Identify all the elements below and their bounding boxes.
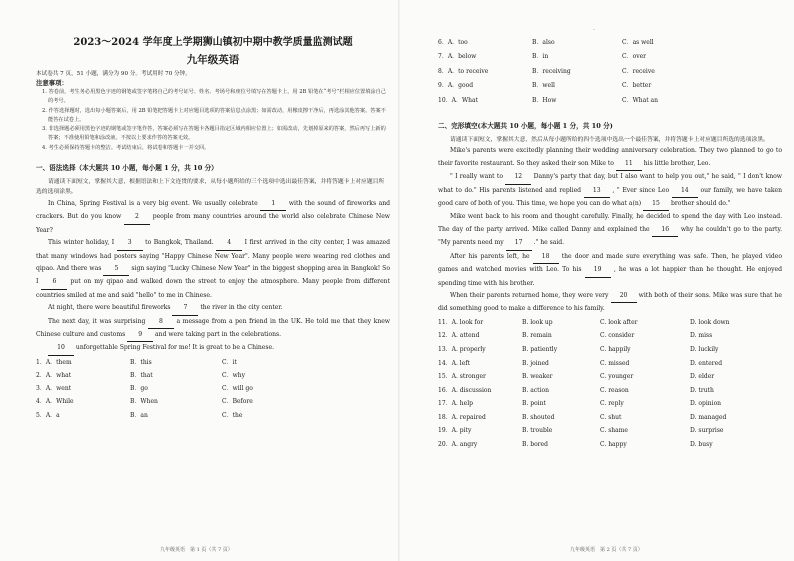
blank-13: 13 — [584, 185, 610, 198]
option-choice: 18．A. repaired — [438, 413, 486, 421]
option-row: 2．A．what B．that C．why — [36, 371, 245, 379]
passage-paragraph: This winter holiday, I 3 to Bangkok, Thailand. 4 I first arrived in the city center, I was amazed that many windows had posters saying "Happy Chinese New Year". Many people were wearing red clothes and qipao. And there was 5 sign saying "Lucky Chinese New Year" in the biggest shopping area in Bangkok! So I 6 put on my qipao and walked down the street to enjoy the atmosphere. Many people from different countries smiled at me and said "hello" to me in Chinese. — [36, 239, 391, 299]
passage-paragraph: When their parents returned home, they were very 20 with both of their sons. Mike was sure that he did something good to make a difference to his family. — [438, 291, 783, 313]
option-choice: 11．A. look for — [438, 318, 484, 326]
notice-item: 2. 作答选择题时，选出每小题答案后，用 2B 铅笔把答题卡上对应题目选项的答案信息点涂黑；如需改动，用橡皮擦干净后，再选涂其他答案。答案不能答在试卷上。 — [42, 107, 386, 123]
option-choice: D. surprise — [690, 427, 724, 435]
section-1-heading: 一、语法选择（本大题共 10 小题，每小题 1 分，共 10 分） — [36, 164, 218, 173]
notice-item: 1. 答卷前，考生务必用黑色字迹的钢笔或签字笔将自己的考号证号、姓名、考场号和座位号填写在答题卡上，用 2B 铅笔在“考号”栏相应位置填涂自己的考号。 — [42, 89, 386, 105]
blank-2: 2 — [124, 211, 150, 224]
option-choice: D. entered — [690, 359, 723, 367]
blank-14: 14 — [672, 185, 698, 198]
blank-20: 20 — [611, 290, 637, 303]
section-1-instructions: 请通读下面短文，掌握其大意，根据语法和上下文连贯的要求，从每小题所给的三个选项中选出最佳答案，并将答题卡上对应题目所选的选项涂黑。 — [36, 179, 385, 196]
blank-6: 6 — [41, 276, 67, 289]
option-choice: 16．A. discussion — [438, 386, 492, 394]
blank-16: 16 — [652, 224, 678, 237]
option-row — [438, 438, 782, 452]
option-row — [438, 411, 782, 425]
option-row: 5．A．a B．an C．the — [36, 411, 243, 419]
option-row — [438, 397, 782, 411]
blank-11: 11 — [616, 158, 642, 171]
page-footer: 九年级英语 第 2 页（共 7 页） — [570, 547, 643, 553]
option-choice: B. weaker — [522, 373, 553, 381]
blank-7: 7 — [172, 302, 198, 315]
option-row: 1．A．them B．this C．it — [36, 358, 237, 366]
option-choice: 19．A. pity — [438, 427, 472, 435]
options-list — [438, 36, 782, 108]
option-row — [438, 424, 782, 438]
notice-item: 4. 考生必须保持答题卡的整洁。考试结束后，将试卷和答题卡一并交回。 — [42, 144, 210, 151]
option-row — [438, 357, 782, 371]
section-2-instructions: 请通读下面短文，掌握其大意，然后从每小题所给的四个选项中选出一个最佳答案，并将答题卡上对应题目所选的选项涂黑。 — [450, 137, 769, 144]
option-row: 10．A．What B．How C．What an — [438, 96, 658, 104]
blank-12: 12 — [505, 171, 531, 184]
options-list-cloze — [438, 316, 782, 452]
option-choice: D. elder — [690, 373, 715, 381]
option-choice: C. happily — [600, 345, 631, 353]
option-choice: B. remain — [522, 332, 552, 340]
blank-19: 19 — [585, 264, 611, 277]
blank-18: 18 — [533, 251, 559, 264]
passage-paragraph: Mike's parents were excitedly planning their wedding anniversary celebration. They two planned to go to their favorite restaurant. So they asked their son Mike to 11 his little brother, Leo. — [438, 145, 782, 171]
passage-paragraph: In China, Spring Festival is a very big event. We usually celebrate 1 with the sound of fireworks and crackers. But do you know 2 people from many countries around the world also celebrate Chinese New Year? — [36, 199, 391, 234]
option-row — [438, 329, 782, 343]
option-choice: 12．A. attend — [438, 332, 480, 340]
option-row: 3．A．went B．go C．will go — [36, 385, 253, 393]
blank-15: 15 — [643, 198, 669, 211]
passage-paragraph: 10 unforgettable Spring Festival for me! It is great to be a Chinese. — [36, 342, 390, 355]
option-choice: D. truth — [690, 386, 714, 394]
notice-item: 3. 非选择题必须用黑色字迹的钢笔或签字笔作答，答案必须写在答题卡各题目指定区域内相应位置上；如需改动，先划掉原来的答案，然后再写上新的答案；不准使用铅笔和涂改液。不按以上要求作答的答案无效。 — [42, 126, 386, 142]
option-choice: C. shut — [600, 413, 622, 421]
option-choice: 15．A. stronger — [438, 373, 486, 381]
option-choice: B. point — [522, 400, 546, 408]
page-mark: · — [593, 27, 595, 34]
option-row: 9．A．good B．well C．better — [438, 82, 652, 90]
blank-10: 10 — [48, 342, 74, 355]
option-choice: C. happy — [600, 441, 627, 449]
option-choice: B. trouble — [522, 427, 553, 435]
option-choice: B. action — [522, 386, 549, 394]
option-row: 4．A．While B．When C．Before — [36, 398, 253, 406]
option-choice: D. luckily — [690, 345, 719, 353]
blank-17: 17 — [506, 237, 532, 250]
option-choice: D. busy — [690, 441, 713, 449]
notice-heading: 注意事项： — [36, 79, 68, 87]
option-row — [438, 384, 782, 398]
blank-3: 3 — [117, 237, 143, 250]
option-choice: B. patiently — [522, 345, 558, 353]
passage-paragraph: Mike went back to his room and thought carefully. Finally, he decided to spend the day with Leo instead. The day of the party arrived. Mike called Danny and explained the 16 why he couldn't go to the party. "My parents need my 17 ." he said. — [438, 211, 782, 250]
option-choice: 20．A. angry — [438, 441, 478, 449]
exam-title: 2023～2024 学年度上学期狮山镇初中期中教学质量监测试题 — [73, 37, 353, 48]
exam-subject: 九年级英语 — [186, 54, 240, 66]
exam-info: 本试卷共 7 页，51 小题，满分为 90 分。考试用时 70 分钟。 — [36, 71, 191, 77]
option-choice: 13．A. properly — [438, 345, 486, 353]
option-choice: C. shame — [600, 427, 628, 435]
option-choice: C. look after — [600, 318, 638, 326]
option-choice: D. look down — [690, 318, 730, 326]
page-right — [400, 0, 794, 561]
option-choice: C. missed — [600, 359, 630, 367]
passage-paragraph: The next day, it was surprising 8 a message from a pen friend in the UK. He told me that they knew Chinese culture and customs 9 and were taking part in the celebrations. — [36, 316, 390, 343]
page-footer: 九年级英语 第 1 页（共 7 页） — [160, 547, 233, 553]
passage-paragraph: " I really want to 12 Danny's party that day, but I also want to help you out," he said, " I don't know what to do." His parents listened and replied 13 , " Ever since Leo 14 our family, we have taken good care of both of you. This time, we hope you can do what a(n) 15 brother should do." — [438, 171, 782, 211]
passage-paragraph: After his parents left, he 18 the door and made sure everything was safe. Then, he played video games and watched movies with Leo. To his 19 , he was a lot happier than he thought. He enjoyed spending time with his brother. — [438, 252, 783, 287]
passage-paragraph: At night, there were beautiful fireworks 7 the river in the city center. — [36, 302, 390, 315]
option-choice: C. reason — [600, 386, 629, 394]
blank-8: 8 — [148, 316, 174, 329]
option-choice: C. consider — [600, 332, 635, 340]
option-choice: B. look up — [522, 318, 553, 326]
option-row — [438, 343, 782, 357]
option-choice: B. joined — [522, 359, 549, 367]
option-choice: 17．A. help — [438, 400, 473, 408]
option-row: 7．A．below B．in C．over — [438, 53, 647, 61]
blank-9: 9 — [127, 329, 153, 342]
blank-4: 4 — [216, 237, 242, 250]
option-choice: D. opinion — [690, 400, 722, 408]
option-choice: C. reply — [600, 400, 624, 408]
option-choice: D. managed — [690, 413, 727, 421]
option-choice: C. younger — [600, 373, 634, 381]
blank-1: 1 — [260, 198, 286, 211]
option-choice: D. miss — [690, 332, 713, 340]
option-row: 8．A．to receive B．receiving C．receive — [438, 67, 655, 75]
option-row: 6．A．too B．also C．as well — [438, 39, 654, 46]
blank-5: 5 — [103, 263, 129, 276]
option-choice: 14．A. left — [438, 359, 470, 367]
options-list — [36, 356, 390, 422]
option-row — [438, 370, 782, 384]
option-choice: B. shouted — [522, 413, 555, 421]
option-choice: B. bored — [522, 441, 548, 449]
option-row — [438, 316, 782, 330]
section-2-heading: 二、完形填空(本大题共 10 小题，每小题 1 分，共 10 分) — [438, 122, 613, 131]
